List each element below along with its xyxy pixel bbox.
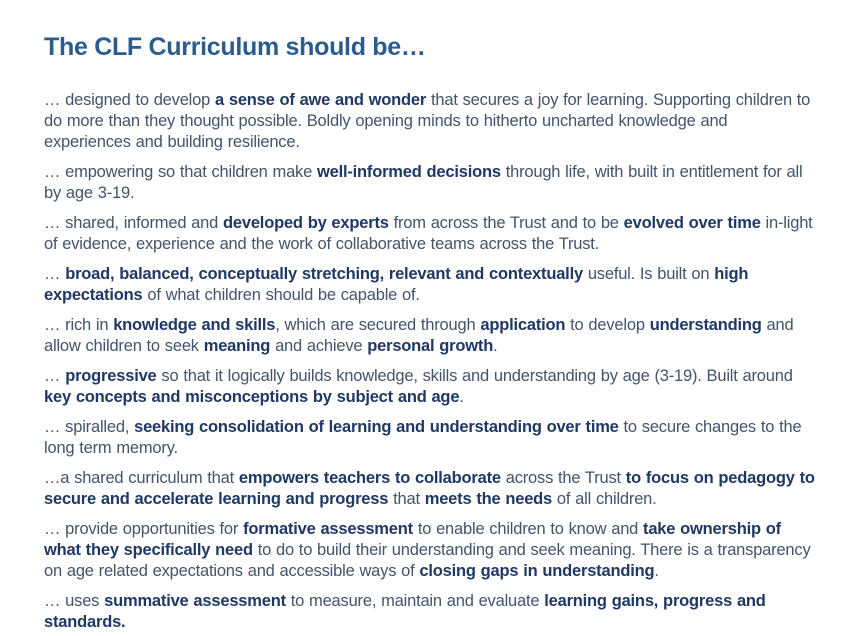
text-run-bold: evolved over time: [623, 214, 761, 232]
text-run: .: [654, 562, 659, 580]
text-run: … rich in: [44, 316, 114, 334]
text-run-bold: understanding: [649, 316, 762, 334]
text-run: to do to build their understanding and seek meaning. There is a transparency on age related expectations and accessible ways of: [44, 541, 811, 580]
text-run: to measure, maintain and evaluate: [285, 592, 545, 610]
text-run-bold: progressive: [65, 367, 157, 385]
text-run: across the Trust: [500, 469, 626, 487]
text-run-bold: well-informed decisions: [316, 163, 501, 181]
paragraph: [44, 366, 816, 408]
text-run: .: [493, 337, 498, 355]
paragraph: [44, 162, 816, 204]
text-run: and allow children to seek: [44, 316, 794, 355]
text-run: that: [388, 490, 425, 508]
paragraph: [44, 468, 816, 510]
text-run-bold: closing gaps in understanding: [419, 562, 655, 580]
text-run: useful. Is built on: [582, 265, 715, 283]
paragraph: [44, 213, 816, 255]
text-run-bold: knowledge and skills: [113, 316, 276, 334]
paragraph: [44, 591, 816, 633]
text-run: to enable children to know and: [412, 520, 644, 538]
text-run-bold: broad, balanced, conceptually stretching, relevant and contextually: [65, 265, 583, 283]
text-run: … spiralled,: [44, 418, 135, 436]
text-run-bold: personal growth: [367, 337, 494, 355]
text-run-bold: summative assessment: [104, 592, 286, 610]
text-run-bold: application: [480, 316, 566, 334]
text-run: from across the Trust and to be: [388, 214, 624, 232]
text-run: that secures a joy for learning. Supporting children to do more than they thought possible. Boldly opening minds to hitherto uncharted knowledge and experiences and building resilience.: [44, 91, 811, 151]
body-text: [44, 90, 816, 633]
text-run: of what children should be capable of.: [142, 286, 420, 304]
paragraph: [44, 519, 816, 582]
text-run: to develop: [565, 316, 650, 334]
paragraph: [44, 90, 816, 153]
text-run-bold: developed by experts: [223, 214, 389, 232]
text-run-bold: meaning: [203, 337, 271, 355]
text-run-bold: seeking consolidation of learning and understanding over time: [134, 418, 619, 436]
text-run-bold: take ownership of what they specifically need: [44, 520, 781, 559]
text-run: … uses: [44, 592, 105, 610]
text-run-bold: learning gains, progress and standards.: [44, 592, 766, 631]
text-run-bold: formative assessment: [243, 520, 413, 538]
slide-title: The CLF Curriculum should be…: [44, 33, 426, 61]
text-run-bold: empowers teachers to collaborate: [238, 469, 501, 487]
text-run: … empowering so that children make: [44, 163, 317, 181]
text-run: , which are secured through: [275, 316, 481, 334]
text-run-bold: meets the needs: [424, 490, 553, 508]
text-run: … designed to develop: [44, 91, 215, 109]
text-run-bold: a sense of awe and wonder: [214, 91, 427, 109]
text-run: of all children.: [552, 490, 657, 508]
text-run: …a shared curriculum that: [44, 469, 239, 487]
text-run: through life, with built in entitlement for all by age 3-19.: [44, 163, 803, 202]
text-run-bold: to focus on pedagogy to secure and accelerate learning and progress: [44, 469, 815, 508]
text-run: … provide opportunities for: [44, 520, 244, 538]
paragraph: [44, 417, 816, 459]
text-run: …: [44, 265, 66, 283]
text-run: … shared, informed and: [44, 214, 223, 232]
text-run-bold: key concepts and misconceptions by subject and age: [44, 388, 460, 406]
text-run-bold: high expectations: [44, 265, 749, 304]
text-run: and achieve: [270, 337, 368, 355]
paragraph: [44, 264, 816, 306]
text-run: …: [44, 367, 66, 385]
paragraph: [44, 315, 816, 357]
text-run: in-light of evidence, experience and the work of collaborative teams across the Trust.: [44, 214, 813, 253]
text-run: to secure changes to the long term memory.: [44, 418, 802, 457]
text-run: .: [459, 388, 464, 406]
text-run: so that it logically builds knowledge, skills and understanding by age (3-19). Built around: [156, 367, 793, 385]
